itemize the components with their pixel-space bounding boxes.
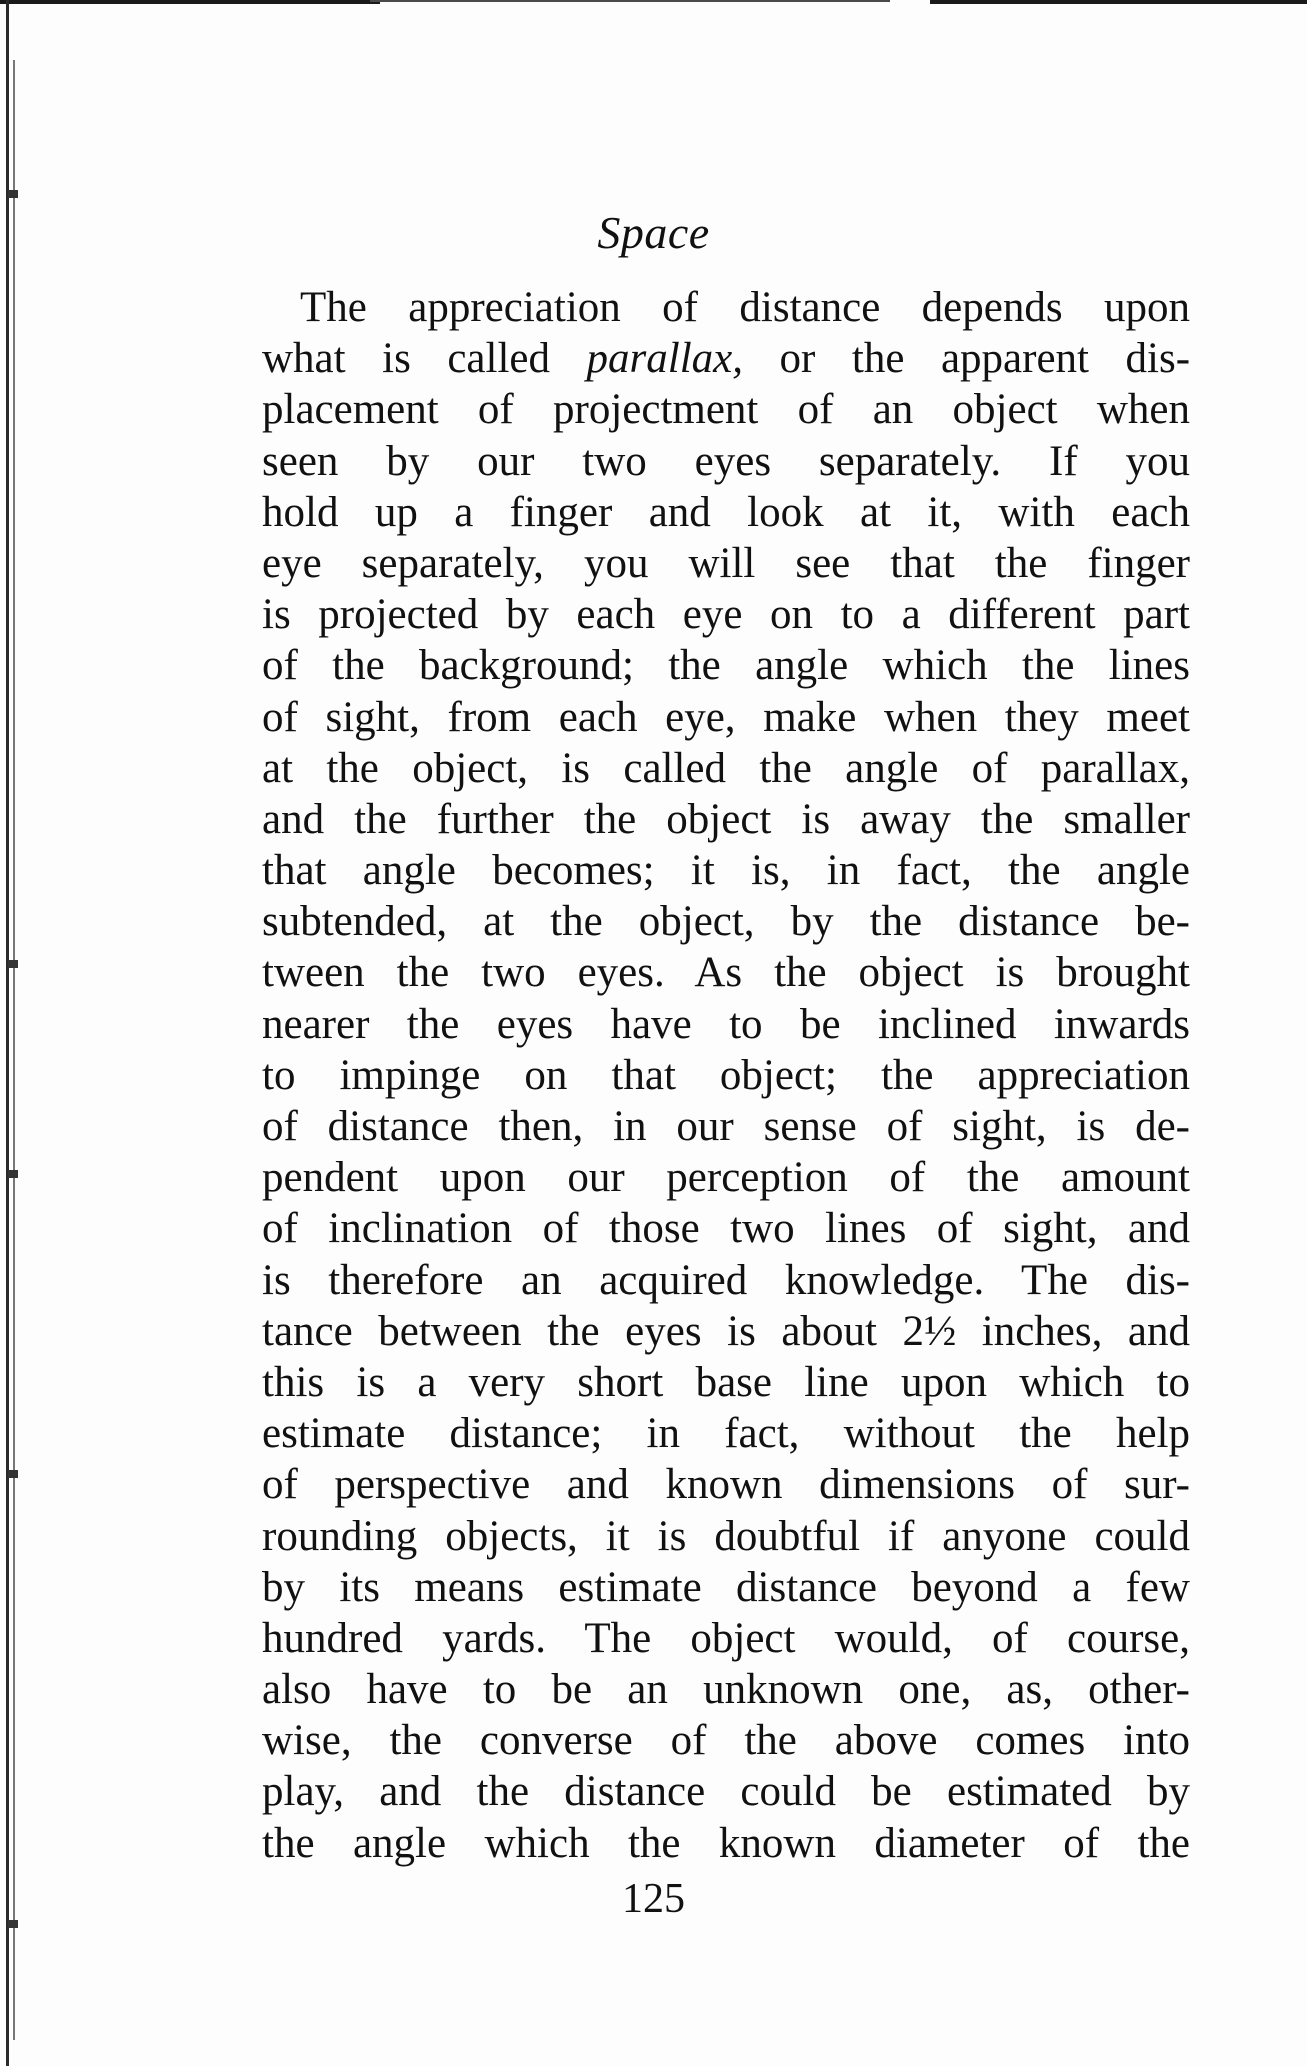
text-line xyxy=(262,794,1190,845)
text-line xyxy=(262,1562,1190,1613)
text-line-segment: is therefore an acquired knowledge. The dis- xyxy=(262,1256,1190,1304)
top-edge-rule xyxy=(0,0,380,4)
top-edge-rule xyxy=(930,0,1307,4)
text-line-segment: what is called xyxy=(262,335,587,383)
text-line-segment: seen by our two eyes separately. If you xyxy=(262,437,1190,485)
text-line-segment: nearer the eyes have to be inclined inwards xyxy=(262,1000,1190,1048)
text-line-segment: eye separately, you will see that the finger xyxy=(262,539,1190,587)
text-line xyxy=(262,1715,1190,1766)
text-line-segment: The appreciation of distance depends upon xyxy=(300,284,1190,331)
text-line-segment: by its means estimate distance beyond a few xyxy=(262,1563,1190,1611)
binding-gutter-edge xyxy=(6,0,9,2066)
text-line-segment: of inclination of those two lines of sight, and xyxy=(262,1205,1190,1253)
text-line xyxy=(262,1050,1190,1101)
text-line xyxy=(262,1766,1190,1817)
text-line xyxy=(262,282,1190,333)
running-head: Space xyxy=(597,207,710,258)
text-line xyxy=(262,999,1190,1050)
text-line xyxy=(262,1306,1190,1357)
binding-mark xyxy=(8,190,18,198)
binding-mark xyxy=(8,1170,18,1178)
text-line xyxy=(262,1203,1190,1254)
text-line-segment: is projected by each eye on to a different part xyxy=(262,591,1190,639)
body-text xyxy=(262,282,1190,1869)
text-line xyxy=(262,1613,1190,1664)
text-line-segment: of distance then, in our sense of sight, is de- xyxy=(262,1103,1190,1150)
top-edge-rule xyxy=(370,0,890,2)
binding-gutter-shadow xyxy=(13,60,15,2040)
text-line xyxy=(262,333,1190,384)
text-line xyxy=(262,589,1190,640)
binding-mark xyxy=(8,1470,18,1478)
text-line-segment: subtended, at the object, by the distance be- xyxy=(262,898,1190,946)
text-line xyxy=(262,1357,1190,1408)
text-line xyxy=(262,538,1190,589)
text-line xyxy=(262,384,1190,435)
text-line xyxy=(262,1459,1190,1510)
text-line xyxy=(262,640,1190,691)
text-line-segment: also have to be an unknown one, as, other- xyxy=(262,1666,1190,1714)
text-line xyxy=(262,1664,1190,1715)
text-line-segment: to impinge on that object; the appreciation xyxy=(262,1051,1190,1099)
text-line xyxy=(262,845,1190,896)
text-line-segment: rounding objects, it is doubtful if anyone could xyxy=(262,1512,1190,1560)
text-line-segment: the angle which the known diameter of the xyxy=(262,1819,1190,1867)
text-line-segment: or the apparent dis- xyxy=(743,335,1191,383)
binding-mark xyxy=(8,960,18,968)
text-line-segment: hold up a finger and look at it, with each xyxy=(262,488,1190,536)
text-line-segment: and the further the object is away the smaller xyxy=(262,795,1190,843)
text-line xyxy=(262,692,1190,743)
text-line-segment: at the object, is called the angle of parallax, xyxy=(262,744,1190,792)
text-line xyxy=(262,1818,1190,1869)
text-line-segment: that angle becomes; it is, in fact, the angle xyxy=(262,847,1190,895)
text-line xyxy=(262,947,1190,998)
text-line xyxy=(262,1511,1190,1562)
text-line-segment: tween the two eyes. As the object is brought xyxy=(262,949,1190,997)
text-line-segment: tance between the eyes is about 2½ inches, and xyxy=(262,1307,1190,1355)
text-line xyxy=(262,436,1190,487)
text-line xyxy=(262,743,1190,794)
text-line-segment: estimate distance; in fact, without the help xyxy=(262,1410,1190,1458)
text-line-segment: hundred yards. The object would, of course, xyxy=(262,1614,1190,1662)
text-line xyxy=(262,1255,1190,1306)
text-line xyxy=(262,1101,1190,1152)
text-line-segment: play, and the distance could be estimated by xyxy=(262,1768,1190,1816)
text-line-segment: this is a very short base line upon which to xyxy=(262,1358,1190,1406)
text-line-segment: wise, the converse of the above comes into xyxy=(262,1717,1190,1765)
text-line-segment: pendent upon our perception of the amount xyxy=(262,1154,1190,1202)
italic-term: parallax, xyxy=(586,335,743,383)
text-line-segment: of the background; the angle which the lines xyxy=(262,642,1190,690)
text-line-segment: of sight, from each eye, make when they meet xyxy=(262,693,1190,741)
text-line xyxy=(262,487,1190,538)
page-number: 125 xyxy=(622,1876,685,1922)
text-line-segment: of perspective and known dimensions of sur- xyxy=(262,1461,1190,1509)
text-line-segment: placement of projectment of an object when xyxy=(262,386,1190,434)
text-line xyxy=(262,1408,1190,1459)
text-line xyxy=(262,896,1190,947)
text-line xyxy=(262,1152,1190,1203)
